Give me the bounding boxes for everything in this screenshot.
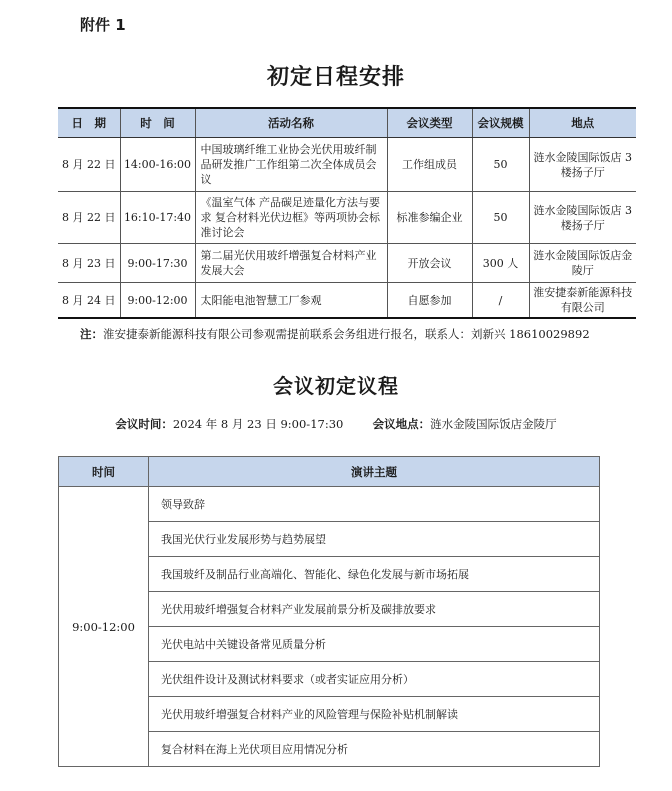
cell-date: 8 月 23 日 xyxy=(58,244,120,283)
agenda-header-topic: 演讲主题 xyxy=(149,457,600,487)
agenda-row xyxy=(59,487,600,522)
cell-activity: 第二届光伏用玻纤增强复合材料产业发展大会 xyxy=(195,244,387,283)
table-row xyxy=(58,138,636,192)
header-location: 地点 xyxy=(529,108,636,138)
session-time: 9:00-12:00 xyxy=(59,487,149,767)
note-label: 注： xyxy=(80,327,103,341)
cell-location: 涟水金陵国际饭店金陵厅 xyxy=(529,244,636,283)
cell-type: 标准参编企业 xyxy=(387,192,472,244)
cell-time: 9:00-12:00 xyxy=(120,283,195,319)
cell-time: 9:00-17:30 xyxy=(120,244,195,283)
agenda-header-row xyxy=(59,457,600,487)
header-type: 会议类型 xyxy=(387,108,472,138)
cell-type: 自愿参加 xyxy=(387,283,472,319)
cell-type: 开放会议 xyxy=(387,244,472,283)
agenda-topic: 复合材料在海上光伏项目应用情况分析 xyxy=(149,732,600,767)
header-time: 时 间 xyxy=(120,108,195,138)
agenda-topic: 光伏电站中关键设备常见质量分析 xyxy=(149,627,600,662)
cell-scale: / xyxy=(472,283,529,319)
agenda-topic: 光伏用玻纤增强复合材料产业发展前景分析及碳排放要求 xyxy=(149,592,600,627)
cell-activity: 太阳能电池智慧工厂参观 xyxy=(195,283,387,319)
schedule-note xyxy=(80,326,590,342)
cell-date: 8 月 22 日 xyxy=(58,192,120,244)
agenda-title: 会议初定议程 xyxy=(273,374,399,398)
cell-location: 淮安捷泰新能源科技有限公司 xyxy=(529,283,636,319)
cell-type: 工作组成员 xyxy=(387,138,472,192)
cell-activity: 《温室气体 产品碳足迹量化方法与要求 复合材料光伏边框》等两项协会标准讨论会 xyxy=(195,192,387,244)
header-date: 日 期 xyxy=(58,108,120,138)
attachment-label: 附件 1 xyxy=(80,16,126,34)
meeting-place-label: 会议地点： xyxy=(372,417,431,431)
meeting-time-value: 2024 年 8 月 23 日 9:00-17:30 xyxy=(172,417,344,431)
cell-activity: 中国玻璃纤维工业协会光伏用玻纤制品研发推广工作组第二次全体成员会议 xyxy=(195,138,387,192)
meeting-time-label: 会议时间： xyxy=(115,417,173,431)
cell-date: 8 月 24 日 xyxy=(58,283,120,319)
agenda-meta xyxy=(0,416,672,432)
table-row xyxy=(58,244,636,283)
note-text: 淮安捷泰新能源科技有限公司参观需提前联系会务组进行报名，联系人：刘新兴 18610029892 xyxy=(103,327,590,341)
cell-location: 涟水金陵国际饭店 3 楼扬子厅 xyxy=(529,192,636,244)
schedule-title: 初定日程安排 xyxy=(266,64,405,90)
cell-scale: 50 xyxy=(472,138,529,192)
schedule-table xyxy=(58,107,636,319)
cell-scale: 300 人 xyxy=(472,244,529,283)
agenda-topic: 领导致辞 xyxy=(149,487,600,522)
agenda-topic: 我国光伏行业发展形势与趋势展望 xyxy=(149,522,600,557)
agenda-topic: 光伏用玻纤增强复合材料产业的风险管理与保险补贴机制解读 xyxy=(149,697,600,732)
header-activity: 活动名称 xyxy=(195,108,387,138)
cell-date: 8 月 22 日 xyxy=(58,138,120,192)
agenda-topic: 光伏组件设计及测试材料要求（或者实证应用分析） xyxy=(149,662,600,697)
cell-time: 14:00-16:00 xyxy=(120,138,195,192)
cell-time: 16:10-17:40 xyxy=(120,192,195,244)
meeting-place-value: 涟水金陵国际饭店金陵厅 xyxy=(430,417,557,431)
schedule-header-row xyxy=(58,108,636,138)
cell-location: 涟水金陵国际饭店 3 楼扬子厅 xyxy=(529,138,636,192)
table-row xyxy=(58,283,636,319)
agenda-topic: 我国玻纤及制品行业高端化、智能化、绿色化发展与新市场拓展 xyxy=(149,557,600,592)
agenda-header-time: 时间 xyxy=(59,457,149,487)
table-row xyxy=(58,192,636,244)
header-scale: 会议规模 xyxy=(472,108,529,138)
agenda-table xyxy=(58,456,600,767)
cell-scale: 50 xyxy=(472,192,529,244)
